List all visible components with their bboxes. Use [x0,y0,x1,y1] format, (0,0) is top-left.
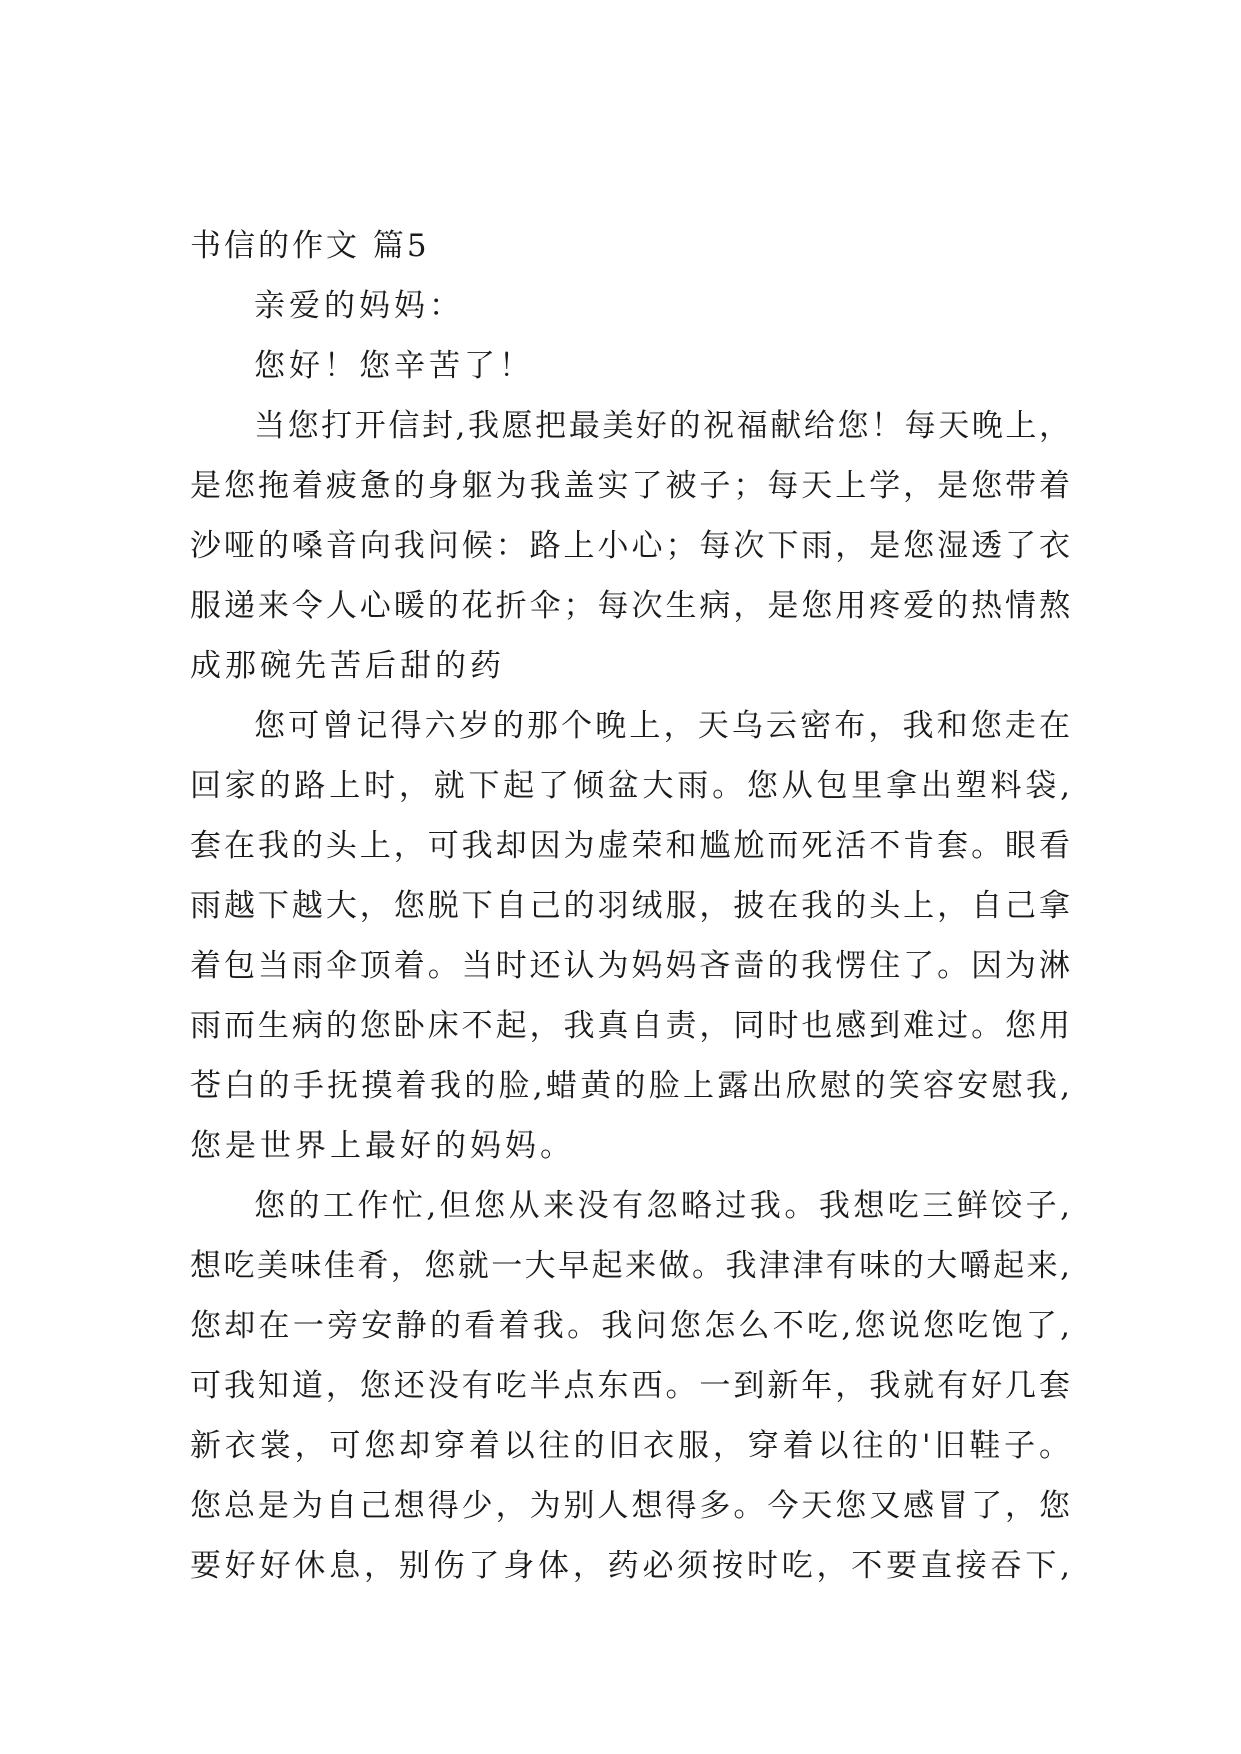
text-line: 雨越下越大，您脱下自己的羽绒服，披在我的头上，自己拿 [190,888,1070,924]
text-line: 可我知道，您还没有吃半点东西。一到新年，我就有好几套 [190,1368,1070,1404]
text-line: 成那碗先苦后甜的药 [190,648,505,684]
text-line: 着包当雨伞顶着。当时还认为妈妈吝啬的我愣住了。因为淋 [190,948,1070,984]
text-line: 您是世界上最好的妈妈。 [190,1128,575,1164]
text-line: 您总是为自己想得少，为别人想得多。今天您又感冒了，您 [190,1488,1070,1524]
text-line: 服递来令人心暖的花折伞；每次生病，是您用疼爱的热情熬 [190,588,1070,624]
text-line: 您的工作忙,但您从来没有忽略过我。我想吃三鲜饺子, [254,1188,1070,1224]
text-line: 当您打开信封,我愿把最美好的祝福献给您！每天晚上， [254,408,1070,444]
text-line: 苍白的手抚摸着我的脸,蜡黄的脸上露出欣慰的笑容安慰我, [190,1068,1070,1104]
text-line: 回家的路上时，就下起了倾盆大雨。您从包里拿出塑料袋, [190,768,1070,804]
text-line: 套在我的头上，可我却因为虚荣和尴尬而死活不肯套。眼看 [190,828,1070,864]
text-line: 您却在一旁安静的看着我。我问您怎么不吃,您说您吃饱了, [190,1308,1070,1344]
text-line: 亲爱的妈妈： [254,288,464,324]
text-line: 您可曾记得六岁的那个晚上，天乌云密布，我和您走在 [254,708,1070,744]
text-line: 沙哑的嗓音向我问候：路上小心；每次下雨，是您湿透了衣 [190,528,1070,564]
document-title: 书信的作文 篇5 [190,228,430,264]
letter-lines [190,276,1070,1596]
text-line: 是您拖着疲惫的身躯为我盖实了被子；每天上学，是您带着 [190,468,1070,504]
text-line: 要好好休息，别伤了身体，药必须按时吃，不要直接吞下, [190,1548,1070,1584]
text-line: 想吃美味佳肴，您就一大早起来做。我津津有味的大嚼起来, [190,1248,1070,1284]
text-line: 雨而生病的您卧床不起，我真自责，同时也感到难过。您用 [190,1008,1070,1044]
letter-body [190,216,1070,1596]
text-line: 新衣裳，可您却穿着以往的旧衣服，穿着以往的'旧鞋子。 [190,1428,1070,1464]
text-line: 您好！您辛苦了！ [254,348,534,384]
